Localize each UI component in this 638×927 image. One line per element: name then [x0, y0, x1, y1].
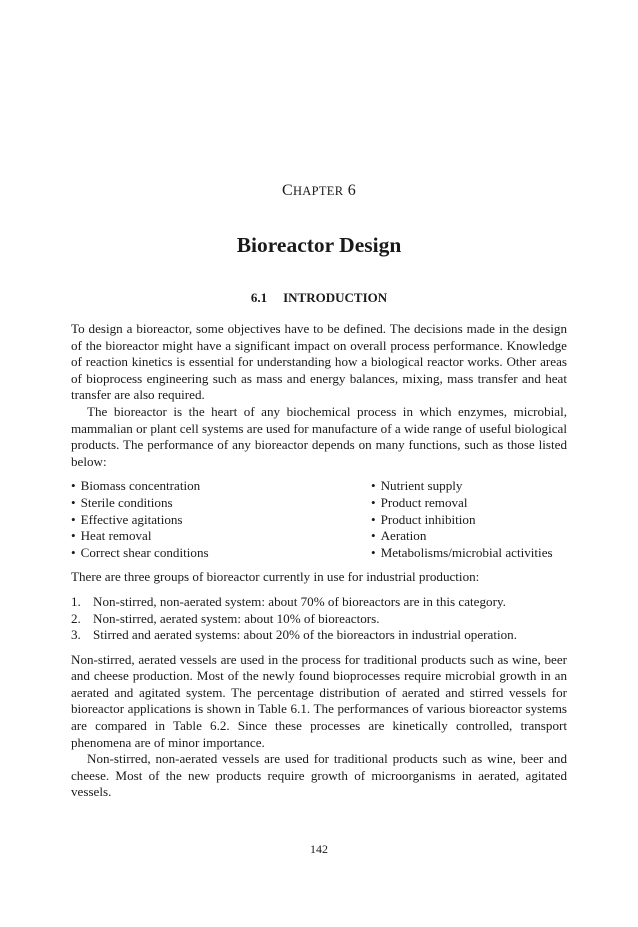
list-number: 3.	[71, 627, 81, 643]
body-content	[71, 321, 567, 801]
list-number: 2.	[71, 610, 81, 626]
section-heading	[0, 290, 638, 306]
list-item: • Product removal	[371, 495, 553, 512]
list-text: Non-stirred, aerated system: about 10% of bioreactors.	[93, 610, 380, 626]
list-item: • Biomass concentration	[71, 478, 371, 495]
bullet-list	[71, 478, 567, 561]
numbered-list	[71, 594, 567, 644]
list-item: • Sterile conditions	[71, 495, 371, 512]
paragraph-non-aerated-vessels: Non-stirred, non-aerated vessels are used for traditional products such as wine, beer and cheese. Most of the new products require growth of microorganisms in aerated, agitated vessels.	[71, 751, 567, 800]
bullet-column-left	[71, 478, 371, 561]
paragraph-groups-intro: There are three groups of bioreactor currently in use for industrial production:	[71, 569, 480, 585]
list-number: 1.	[71, 593, 81, 609]
chapter-label-initial: C	[281, 182, 293, 199]
chapter-number: 6	[347, 182, 357, 199]
paragraph-heart: The bioreactor is the heart of any biochemical process in which enzymes, microbial, mammalian or plant cell systems are used for manufacture of a wide range of useful biological products. The performance of any bioreactor depends on many functions, such as those listed below:	[71, 403, 567, 469]
list-item	[71, 611, 567, 628]
list-item: • Nutrient supply	[371, 478, 553, 495]
bullet-column-right	[371, 478, 553, 561]
list-item: • Aeration	[371, 528, 553, 545]
section-number: 6.1	[250, 290, 268, 305]
chapter-title: Bioreactor Design	[236, 233, 402, 257]
list-item	[71, 627, 567, 644]
list-text: Stirred and aerated systems: about 20% of the bioreactors in industrial operation.	[93, 627, 517, 643]
page-number: 142	[310, 842, 328, 856]
paragraph-intro: To design a bioreactor, some objectives have to be defined. The decisions made in the design of the bioreactor might have a significant impact on overall process performance. Knowledge of reaction kinetics is essential for understanding how a biological reactor works. Other areas of bioprocess engineering such as mass and energy balances, mixing, mass transfer and heat transfer are also required.	[71, 321, 567, 403]
paragraph-aerated-vessels: Non-stirred, aerated vessels are used in the process for traditional products such as wine, beer and cheese production. Most of the newly found bioprocesses require microbial growth in an aerated and agitated system. The percentage distribution of aerated and stirred vessels for bioreactor applications is shown in Table 6.1. The performances of various bioreactor systems are compared in Table 6.2. Since these processes are kinetically controlled, transport phenomena are of minor importance.	[71, 651, 567, 750]
chapter-label	[0, 182, 638, 200]
list-item: • Product inhibition	[371, 512, 553, 529]
list-item: • Heat removal	[71, 528, 371, 545]
list-item: • Correct shear conditions	[71, 545, 371, 562]
list-text: Non-stirred, non-aerated system: about 70% of bioreactors are in this category.	[93, 593, 506, 609]
chapter-label-rest: HAPTER	[292, 184, 344, 198]
section-title: INTRODUCTION	[283, 290, 388, 305]
list-item	[71, 594, 567, 611]
list-item: • Metabolisms/microbial activities	[371, 545, 553, 562]
list-item: • Effective agitations	[71, 512, 371, 529]
